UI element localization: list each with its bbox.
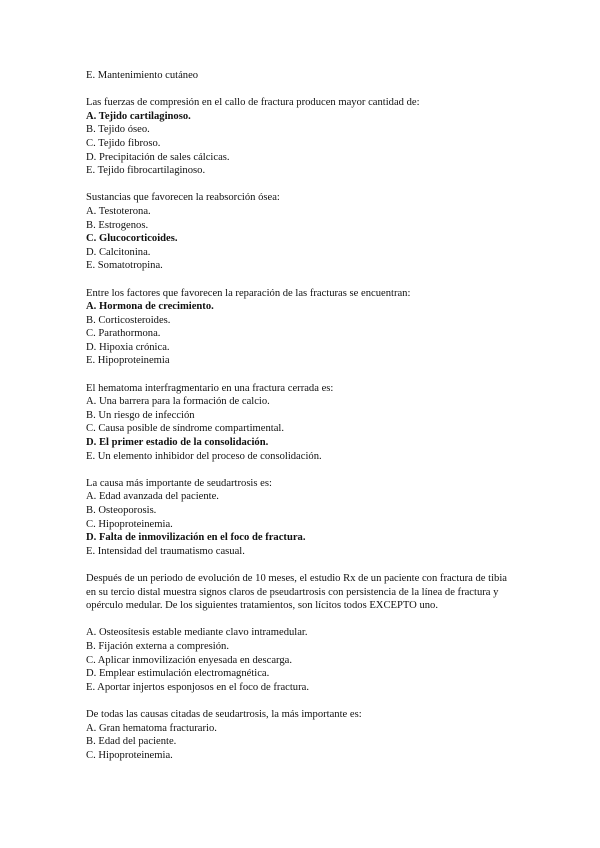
question-text: De todas las causas citadas de seudartrosis, la más importante es: — [86, 708, 362, 720]
answer-option: A. Testoterona. — [86, 205, 151, 217]
answer-option: B. Osteoporosis. — [86, 505, 157, 516]
question-text: La causa más importante de seudartrosis es: — [86, 477, 272, 489]
answer-option: A. Gran hematoma fracturario. — [86, 722, 217, 734]
answer-option: B. Corticosteroides. — [86, 314, 171, 326]
answer-option-correct: D. El primer estadio de la consolidación. — [86, 437, 269, 449]
answer-option: C. Tejido fibroso. — [86, 137, 161, 149]
answer-option: E. Aportar injertos esponjosos en el foco de fractura. — [86, 681, 309, 693]
answer-option: D. Precipitación de sales cálcicas. — [86, 151, 230, 163]
answer-option: E. Hipoproteinemia — [86, 355, 170, 367]
answer-option: C. Hipoproteinemia. — [86, 749, 173, 761]
answer-option-correct: C. Glucocorticoides. — [86, 233, 178, 245]
intro-block — [86, 69, 516, 83]
question-text: El hematoma interfragmentario en una fractura cerrada es: — [86, 382, 334, 394]
answer-option: D. Calcitonina. — [86, 246, 151, 258]
answer-option: E. Somatotropina. — [86, 260, 163, 272]
answer-option-correct: A. Tejido cartilaginoso. — [86, 110, 191, 122]
answer-option-correct: A. Hormona de crecimiento. — [86, 301, 214, 313]
answer-option: D. Emplear estimulación electromagnética. — [86, 668, 270, 680]
answer-option: B. Un riesgo de infección — [86, 409, 195, 421]
answer-option: B. Fijación externa a compresión. — [86, 640, 229, 652]
answer-option: E. Un elemento inhibidor del proceso de consolidación. — [86, 450, 322, 462]
answer-option: B. Tejido óseo. — [86, 124, 150, 136]
answer-option: C. Causa posible de síndrome compartimental. — [86, 423, 285, 435]
question-text: Sustancias que favorecen la reabsorción ósea: — [86, 192, 280, 204]
answer-option: A. Edad avanzada del paciente. — [86, 491, 219, 503]
question-block-1 — [86, 96, 516, 178]
answer-option: D. Hipoxia crónica. — [86, 341, 170, 353]
answer-option: A. Osteosítesis estable mediante clavo intramedular. — [86, 627, 308, 639]
question-text-long: Después de un periodo de evolución de 10 meses, el estudio Rx de un paciente con fractura de tibia en su tercio distal muestra signos claros de pseudartrosis con persistencia de la línea de fractura y opérculo medular. De los siguientes tratamientos, son lícitos todos EXCEPTO uno. — [86, 572, 507, 612]
answer-option: C. Parathormona. — [86, 328, 161, 340]
question-text: Las fuerzas de compresión en el callo de fractura producen mayor cantidad de: — [86, 97, 420, 109]
question-text: Entre los factores que favorecen la reparación de las fracturas se encuentran: — [86, 287, 411, 299]
question-block-4 — [86, 382, 516, 464]
answer-option: B. Estrogenos. — [86, 219, 149, 231]
question-block-7 — [86, 708, 516, 762]
question-block-5 — [86, 477, 516, 559]
answer-option-correct: D. Falta de inmovilización en el foco de fractura. — [86, 532, 306, 544]
question-block-6-options — [86, 626, 516, 694]
question-block-2 — [86, 191, 516, 273]
answer-option: A. Una barrera para la formación de calcio. — [86, 396, 270, 408]
intro-line: E. Mantenimiento cutáneo — [86, 70, 199, 81]
answer-option: E. Tejido fibrocartilaginoso. — [86, 165, 206, 177]
answer-option: C. Hipoproteinemia. — [86, 518, 173, 530]
answer-option: C. Aplicar inmovilización enyesada en descarga. — [86, 654, 293, 666]
question-block-3 — [86, 287, 516, 369]
answer-option: B. Edad del paciente. — [86, 736, 177, 748]
answer-option: E. Intensidad del traumatismo casual. — [86, 545, 245, 557]
